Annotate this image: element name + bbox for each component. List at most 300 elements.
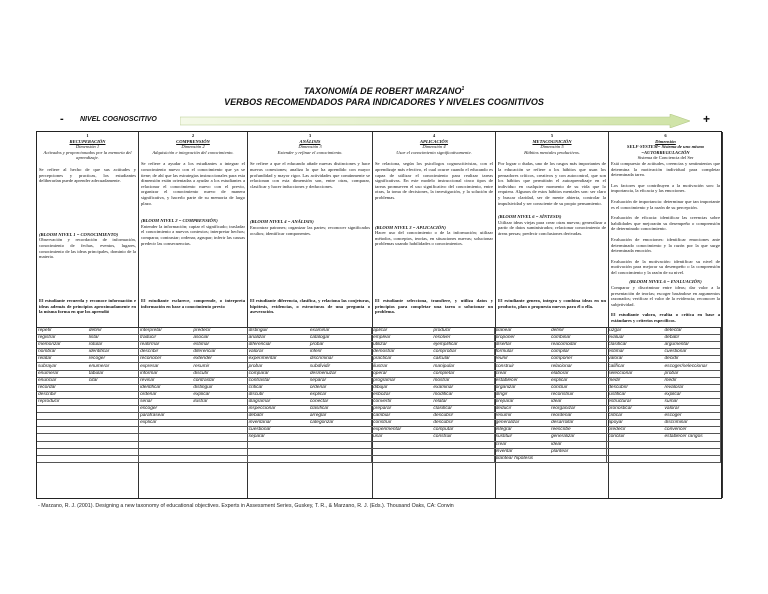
table-row xyxy=(37,427,721,434)
verb-cell xyxy=(247,448,309,455)
title-line-2: VERBOS RECOMENDADOS PARA INDICADORES Y NIVELES COGNITIVOS xyxy=(224,97,544,107)
verb-cell: descubrir xyxy=(607,384,664,391)
verb-cell: resolver xyxy=(432,335,494,342)
verb-cell: valorar xyxy=(664,406,721,413)
table-row xyxy=(37,384,721,391)
verb-cell: definir xyxy=(550,328,607,335)
verb-cell xyxy=(88,455,139,462)
verb-cell: idear xyxy=(550,441,607,448)
verb-cell: emplear xyxy=(372,335,433,342)
verb-cell: modificar xyxy=(432,391,494,398)
verb-cell: ordenar xyxy=(309,384,372,391)
table-row xyxy=(37,391,721,398)
column-description: Se refiere al hecho de que sus actitudes y percepciones y practicas, los estudiantes deliberarían puede aprender adecuadamente. xyxy=(39,166,136,184)
verb-cell: traducir xyxy=(139,335,193,342)
column-number: 4 xyxy=(432,133,436,138)
verb-cell: crear xyxy=(494,441,550,448)
verb-cell: comparar xyxy=(247,370,309,377)
verb-cell xyxy=(139,448,193,455)
verb-cell xyxy=(192,413,247,420)
column-subtitle: Hábitos mentales productivos. xyxy=(524,149,580,155)
verb-cell xyxy=(432,441,494,448)
verb-cell: ordenar xyxy=(139,391,193,398)
verb-cell: argumentar xyxy=(664,342,721,349)
verb-cell: reescribe xyxy=(550,427,607,434)
column-subtitle: Activados y proporcionados por la memoria del aprendizaje. xyxy=(43,149,132,161)
table-row xyxy=(37,413,721,420)
verb-cell: recoger xyxy=(88,356,139,363)
verb-cell: conectar xyxy=(309,398,372,405)
verb-cell: nombrar xyxy=(37,349,88,356)
table-row xyxy=(37,377,721,384)
verb-cell: convencer xyxy=(664,427,721,434)
verb-cell: construir xyxy=(494,363,550,370)
verb-cell: criticar xyxy=(607,413,664,420)
verb-cell xyxy=(607,448,664,455)
verb-cell: tabular xyxy=(88,370,139,377)
verb-cell xyxy=(192,427,247,434)
verb-cell: seleccionar xyxy=(607,370,664,377)
verb-cell xyxy=(372,441,433,448)
verb-cell: valorar xyxy=(247,349,309,356)
verb-cell: debatir xyxy=(247,413,309,420)
column-heading: COMPRENSIÓN xyxy=(176,138,210,144)
verb-cell: discutir xyxy=(192,370,247,377)
verb-cell: reunir xyxy=(494,356,550,363)
verb-cell: relacionar xyxy=(550,363,607,370)
verb-cell: predecir xyxy=(607,427,664,434)
verb-cell: interpretar xyxy=(139,328,193,335)
verb-cell: reproducir xyxy=(37,398,88,405)
verb-cell: ilustrar xyxy=(192,398,247,405)
verb-cell: planear xyxy=(494,328,550,335)
column-dimension: Dimensión 2 xyxy=(181,144,205,150)
verb-cell: revalorar xyxy=(664,384,721,391)
column-subtitle: Extender y refinar el conocimiento. xyxy=(277,149,343,155)
verb-cell: discriminar xyxy=(309,356,372,363)
verb-cell: elaborar xyxy=(550,370,607,377)
verb-cell: crear xyxy=(494,370,550,377)
verb-cell: computar xyxy=(432,427,494,434)
verb-cell: dibujar xyxy=(372,384,433,391)
verb-cell: rotular xyxy=(88,342,139,349)
verb-cell: identificar xyxy=(88,349,139,356)
verb-cell xyxy=(88,448,139,455)
verb-cell: compilar xyxy=(550,349,607,356)
verb-cell: calcular xyxy=(432,356,494,363)
column-conclusion: El estudiante diferencia, clasifica, y relaciona las conjeturas, hipótesis, evidencias, o estructuras de una pregunta o aseveración. xyxy=(250,298,370,315)
column-number: 5 xyxy=(550,133,554,138)
table-row xyxy=(37,342,721,349)
verb-cell: justificar xyxy=(607,391,664,398)
column-number: 6 xyxy=(664,133,667,138)
document-title xyxy=(0,84,768,108)
verb-cell xyxy=(37,427,88,434)
verb-cell xyxy=(309,427,372,434)
table-row xyxy=(37,356,721,363)
verb-cell: informar xyxy=(139,370,193,377)
verb-cell: analizar xyxy=(247,335,309,342)
verb-cell: enumerar xyxy=(88,363,139,370)
verb-cell: categorizar xyxy=(309,420,372,427)
verb-cell xyxy=(88,427,139,434)
verb-cell xyxy=(432,455,494,462)
verb-cell: proponer xyxy=(494,335,550,342)
verb-cell xyxy=(192,420,247,427)
verb-cell xyxy=(607,455,664,462)
column-number: 1 xyxy=(86,133,89,138)
verb-cell: distinguir xyxy=(192,384,247,391)
verb-cell: componer xyxy=(550,356,607,363)
column-description: Se refiere a que el educando añade nuevas distinciones y hace nuevas conexiones; analiza lo que ha aprendido con mayor profundidad y mayor rigor. Las actividades que comúnmente se relacionan con esta dimensión son, entre otras, comparar, clasificar y hacer inducciones y deducciones. xyxy=(250,161,370,189)
verb-cell: establecer rangos xyxy=(664,434,721,441)
column-number: 2 xyxy=(191,133,195,138)
verb-cell: completar xyxy=(432,370,494,377)
bloom-description: Comparar y discriminar entre ideas; dar valor a la presentación de teorías; escoger basándose en argumentos razonados; verificar el valor de la evidencia; reconocer la subjetividad. xyxy=(611,285,720,307)
bloom-level: (BLOOM NIVEL 2 = COMPRENSIÓN) xyxy=(141,218,218,224)
verb-cell xyxy=(37,434,88,441)
column-heading: METACOGNICIÓN xyxy=(532,138,572,144)
verb-cell: enumerar xyxy=(37,370,88,377)
verb-cell: subrayar xyxy=(37,363,88,370)
verb-cell: construir xyxy=(372,420,433,427)
level-label: NIVEL COGNOSCITIVO xyxy=(80,116,157,123)
table-row xyxy=(37,349,721,356)
verb-cell: esbozar xyxy=(372,391,433,398)
verb-cell: catalogar xyxy=(309,335,372,342)
verb-cell xyxy=(88,391,139,398)
verb-cell: describir xyxy=(37,391,88,398)
column-paragraph: Los factores que contribuyen a la motivación son: la importancia, la eficacia y las emociones. xyxy=(611,182,720,194)
verb-cell: convertir xyxy=(372,398,433,405)
verb-cell: medir xyxy=(664,377,721,384)
verb-cell: clasificar xyxy=(432,406,494,413)
verb-cell: diferenciar xyxy=(247,342,309,349)
verb-cell: reafirmar xyxy=(139,342,193,349)
verb-cell: utilizar xyxy=(372,342,433,349)
verb-cell: ilustrar xyxy=(372,363,433,370)
verb-cell: preparar xyxy=(494,398,550,405)
column-paragraph: Evaluación de eficacia: identificar las creencias sobre habilidades que mejorarán su desempeño o comprensión de determinado conocimiento. xyxy=(611,215,720,232)
verb-cell: estructurar xyxy=(607,398,664,405)
verb-cell: listar xyxy=(88,335,139,342)
column-subtitle: Sistema de Conciencia del Ser xyxy=(637,155,694,161)
verb-cell xyxy=(139,441,193,448)
verb-cell xyxy=(88,420,139,427)
verb-cell: reordenar xyxy=(550,413,607,420)
verb-cell: comprobar xyxy=(432,349,494,356)
verb-cell xyxy=(247,455,309,462)
column-heading: APLICACIÓN xyxy=(419,138,449,144)
verb-cell: discriminar xyxy=(664,420,721,427)
verb-cell: examinar xyxy=(309,328,372,335)
verb-cell: explicar xyxy=(309,391,372,398)
verb-cell: recordar xyxy=(37,384,88,391)
verb-cell xyxy=(664,448,721,455)
verb-cell: registrar xyxy=(37,335,88,342)
verbs-table-body xyxy=(37,328,721,462)
verb-cell xyxy=(432,448,494,455)
verb-cell: experimentar xyxy=(372,427,433,434)
verb-cell: pronosticar xyxy=(607,406,664,413)
verb-cell: criticar xyxy=(247,384,309,391)
verb-cell xyxy=(139,434,193,441)
verb-cell xyxy=(37,448,88,455)
level-arrow-icon xyxy=(180,114,690,128)
table-row xyxy=(37,448,721,455)
verb-cell: juzgar xyxy=(607,328,664,335)
verb-cell: generalizar xyxy=(494,420,550,427)
verb-cell: reconocer xyxy=(139,356,193,363)
verb-cell xyxy=(37,413,88,420)
verb-cell: sumar xyxy=(664,398,721,405)
verb-cell: explicar xyxy=(139,420,193,427)
verb-cell: separar xyxy=(309,377,372,384)
verb-cell: subdividir xyxy=(309,363,372,370)
verb-cell: seriar xyxy=(139,398,193,405)
verb-cell: demostrar xyxy=(372,349,433,356)
verb-cell xyxy=(309,441,372,448)
verb-cell xyxy=(664,455,721,462)
verb-cell: describir xyxy=(139,349,193,356)
verb-cell xyxy=(88,441,139,448)
verb-cell: descubrir xyxy=(432,420,494,427)
bloom-level: (BLOOM NIVEL 1 = CONOCIMIENTO) xyxy=(39,231,119,237)
verb-cell: inferir xyxy=(309,349,372,356)
verb-cell: extender xyxy=(192,356,247,363)
verb-cell: escoger/seleccionar xyxy=(664,363,721,370)
verb-cell xyxy=(88,413,139,420)
verb-cell: cuestionar xyxy=(247,427,309,434)
verb-cell xyxy=(88,406,139,413)
verb-cell xyxy=(372,448,433,455)
verb-cell: repetir xyxy=(37,328,88,335)
bloom-description: Encontrar patrones; organizar las partes; reconocer significados ocultos; identificar componentes. xyxy=(250,224,370,236)
verb-cell xyxy=(88,398,139,405)
verb-cell: calificar xyxy=(607,363,664,370)
column-paragraph: Evaluación de la motivación: identificar su nivel de motivación para mejorar su desempeño o la comprensión del conocimiento y la razón de su nivel. xyxy=(611,258,720,275)
verb-cell: producir xyxy=(432,328,494,335)
verb-cell: detectar xyxy=(664,328,721,335)
column-subtitle: Adquisición e integración del conocimiento. xyxy=(152,149,234,155)
verb-cell: diferenciar xyxy=(192,349,247,356)
verb-cell: establecer xyxy=(494,377,550,384)
verb-cell: evaluar xyxy=(607,335,664,342)
verb-cell: relatar xyxy=(432,398,494,405)
verb-cell xyxy=(88,434,139,441)
column-subtitle: Usar el conocimiento significativamente. xyxy=(396,149,472,155)
verb-cell: concluir xyxy=(607,434,664,441)
verb-cell: probar xyxy=(247,363,309,370)
verb-cell: experimentar xyxy=(247,356,309,363)
verb-cell: probar xyxy=(309,342,372,349)
verb-cell xyxy=(247,441,309,448)
verb-cell: construir xyxy=(432,434,494,441)
verb-cell: programar xyxy=(372,377,433,384)
column-heading: ANÁLISIS xyxy=(299,138,321,144)
verb-cell: usar xyxy=(372,434,433,441)
verb-cell: medir xyxy=(607,377,664,384)
table-row xyxy=(37,434,721,441)
verb-cell: valorar xyxy=(607,356,664,363)
verb-cell: definir xyxy=(88,328,139,335)
verb-cell: expresar xyxy=(139,363,193,370)
bloom-level: (BLOOM NIVEL 3 = APLICACIÓN) xyxy=(375,224,446,230)
verb-cell xyxy=(192,441,247,448)
column-description: Se relaciona, según los psicólogos cognoscitivistas, con el aprendizaje más efectivo, el cual ocurre cuando el educando es capaz de utilizar el conocimiento para realizar tareas significativas. En este modelo instruccional cinco tipos de tareas promueven el uso significativo del conocimiento, entre otras, la toma de decisiones, la investigación, y la solución de problemas. xyxy=(375,161,493,200)
verb-cell: descubrir xyxy=(432,413,494,420)
verb-cell: explicar xyxy=(664,391,721,398)
verb-cell: contrastar xyxy=(247,377,309,384)
verb-cell: identificar xyxy=(139,384,193,391)
verb-cell: parafrasear xyxy=(139,413,193,420)
column-paragraph: Evaluación de importancia: determinar que tan importante es el conocimiento y la razón de su percepción. xyxy=(611,198,720,210)
verb-cell: distinguir xyxy=(247,328,309,335)
verb-cell: manipular xyxy=(432,363,494,370)
verb-cell: concluir xyxy=(550,384,607,391)
verb-cell: diseñar xyxy=(494,342,550,349)
table-row xyxy=(37,398,721,405)
column-dimension: Dimensión 1 xyxy=(75,144,100,150)
verb-cell: generalizar xyxy=(550,434,607,441)
verb-cell: desmenuzar xyxy=(309,370,372,377)
verb-cell xyxy=(550,455,607,462)
verb-cell: escoger xyxy=(664,413,721,420)
column-conclusion: El estudiante selecciona, transfiere, y utiliza datos y principios para completar una tarea o solucionar un problema. xyxy=(375,298,493,315)
verb-cell xyxy=(372,455,433,462)
column-dimension: SELF-SYSTEM= Sistema de uno mismo =AUTORREGULACIÓN xyxy=(626,144,705,155)
verb-cell xyxy=(192,448,247,455)
verb-cell: estimar xyxy=(607,349,664,356)
verb-cell: organizar xyxy=(494,384,550,391)
bloom-level: (BLOOM NIVEL 4 = ANÁLISIS) xyxy=(250,219,314,225)
verb-cell: combinar xyxy=(550,335,607,342)
level-plus-sign: + xyxy=(703,112,711,126)
verb-cell: inspeccionar xyxy=(247,406,309,413)
verb-cell: enunciar xyxy=(37,377,88,384)
column-dimension: Dimensión 4 xyxy=(422,144,446,150)
verb-cell: predecir xyxy=(192,328,247,335)
verb-cell xyxy=(37,455,88,462)
verb-cell xyxy=(192,434,247,441)
verb-cell xyxy=(309,455,372,462)
verb-cell: cambiar xyxy=(372,413,433,420)
bloom-level: (BLOOM NIVEL 6 = EVALUACIÓN) xyxy=(629,279,702,285)
verb-cell: asociar xyxy=(192,335,247,342)
verb-cell xyxy=(309,434,372,441)
verb-cell: debatir xyxy=(664,335,721,342)
title-line-1: TAXONOMÍA DE ROBERT MARZANO$^1$ xyxy=(303,86,465,96)
verb-cell: memorizar xyxy=(37,342,88,349)
verb-cell: inventar xyxy=(494,448,550,455)
column-description: Se refiere a ayudar a los estudiantes a integrar el conocimiento nuevo con el conocimiento que ya se tiene; de ahí que las estrategias instruccionales para esta dimensión están orientadas a ayudar a los estudiantes a relacionar el conocimiento nuevo con el previo, organizar el conocimiento nuevo de manera significativa, y hacerlo parte de su memoria de largo plazo. xyxy=(141,161,245,206)
verb-cell: escoger xyxy=(139,406,193,413)
verb-cell xyxy=(37,406,88,413)
verb-cell: practicar xyxy=(372,356,433,363)
verb-cell: mostrar xyxy=(432,377,494,384)
verb-cell xyxy=(664,441,721,448)
level-minus-sign: - xyxy=(60,113,64,125)
verb-cell: citar xyxy=(88,377,139,384)
verb-cell: resumir xyxy=(192,363,247,370)
verb-cell: clasificar xyxy=(309,406,372,413)
verb-cell xyxy=(192,455,247,462)
verb-cell: diagramar xyxy=(247,398,309,405)
verb-cell xyxy=(309,448,372,455)
table-row xyxy=(37,335,721,342)
verb-cell xyxy=(37,420,88,427)
verbs-table xyxy=(37,327,721,501)
table-row xyxy=(37,328,721,335)
verb-cell: integrar xyxy=(494,427,550,434)
verb-cell: desarrollar xyxy=(550,420,607,427)
verb-cell: aplicar xyxy=(372,328,433,335)
column-paragraph: Evaluación de emociones: identificar emociones ante determinado conocimiento y la razón por la que surge determinada emoción. xyxy=(611,236,720,254)
column-heading: RECUPERACIÓN xyxy=(69,138,106,144)
column-conclusion: El estudiante recuerda y reconoce información e ideas además de principios aproximadamente en la misma forma en que los aprendió xyxy=(39,298,136,315)
table-row xyxy=(37,406,721,413)
verb-cell: preparar xyxy=(372,406,433,413)
column-description: Está compuesto de actitudes, creencias y sentimientos que determina la motivación individual para completar determinada tarea. xyxy=(611,160,720,178)
verb-cell: discutir xyxy=(247,391,309,398)
verb-cell: plantear hipótesis xyxy=(494,455,550,462)
verb-cell xyxy=(139,455,193,462)
bloom-description: Observación y recordación de información, conocimiento de fechas, eventos, lugares, conocimiento de las ideas principales, dominio de la materia. xyxy=(39,237,136,260)
column-conclusion: El estudiante valora, evalúa o critica en base a estándares y criterios específicos. xyxy=(611,312,720,324)
table-row xyxy=(37,441,721,448)
bloom-level: (BLOOM NIVEL 6 = SÍNTESIS) xyxy=(498,214,562,220)
verb-cell xyxy=(37,441,88,448)
bloom-description: Entender la información; captar el significado; trasladar el conocimiento a nuevos contextos; interpretar hechos; comparar, contrastar; ordenar, agrupar; inferir las causas predecir las consecuencias. xyxy=(141,223,245,246)
verb-cell: apoyar xyxy=(607,420,664,427)
verb-cell: ejemplificar xyxy=(432,342,494,349)
bloom-description: Utilizar ideas viejas para crear otras nuevas; generalizar a partir de datos suministrados; relacionar conocimiento de áreas persas; predecir conclusiones derivadas. xyxy=(498,219,606,236)
verb-cell: explicar xyxy=(550,377,607,384)
verb-cell: cuestionar xyxy=(664,349,721,356)
taxonomy-table xyxy=(36,131,722,499)
column-description: Por lograr o dudas, uno de los rasgos más importantes de la educación se refiere a los hábitos que usan los pensadores críticos, creativos y con autocontrol, que son los hábitos que permitirán el autoaprendizaje en el individuo en cualquier momento de su vida que lo requiera. Algunos de estos hábitos mentales son: ser claro y buscar claridad, ser de mente abierta, controlar la impulsividad y ser consciente de su propio pensamiento. xyxy=(498,161,606,206)
verb-cell xyxy=(192,406,247,413)
verb-cell: relatar xyxy=(37,356,88,363)
verb-cell: examinar xyxy=(432,384,494,391)
verb-cell: probar xyxy=(664,370,721,377)
verb-cell xyxy=(607,441,664,448)
bloom-description: Hacer uso del conocimiento o de la información; utilizar métodos, conceptos, teorías, en situaciones nuevas; solucionar problemas usando habilidades o conocimientos. xyxy=(375,230,493,247)
source-citation: - Marzano, R. J. (2001). Designing a new taxonomy of educational objectives. Experts in Assessment Series, Guskey, T. R., & Marzano, R. J. (Eds.). Thousand Oaks, CA: Corwin xyxy=(38,503,454,509)
verb-cell: estimar xyxy=(192,342,247,349)
verb-cell: plantear xyxy=(550,448,607,455)
column-heading: Dimensión xyxy=(655,138,676,144)
table-row xyxy=(37,420,721,427)
column-dimension: Dimensión 5 xyxy=(540,144,564,150)
verb-cell: resumir xyxy=(494,413,550,420)
verb-cell: revisar xyxy=(139,377,193,384)
verb-cell: reconstruir xyxy=(550,391,607,398)
verb-cell: clasificar xyxy=(607,342,664,349)
verb-cell: inventariar xyxy=(247,420,309,427)
verb-cell: reacomodar xyxy=(550,342,607,349)
verb-cell: formular xyxy=(494,349,550,356)
verb-cell xyxy=(139,427,193,434)
verb-cell: contrastar xyxy=(192,377,247,384)
table-row xyxy=(37,370,721,377)
verb-cell: separar xyxy=(247,434,309,441)
verb-cell: operar xyxy=(372,370,433,377)
table-row xyxy=(37,363,721,370)
column-number: 3 xyxy=(308,133,312,138)
verb-cell: deducir xyxy=(494,406,550,413)
verb-cell xyxy=(88,384,139,391)
